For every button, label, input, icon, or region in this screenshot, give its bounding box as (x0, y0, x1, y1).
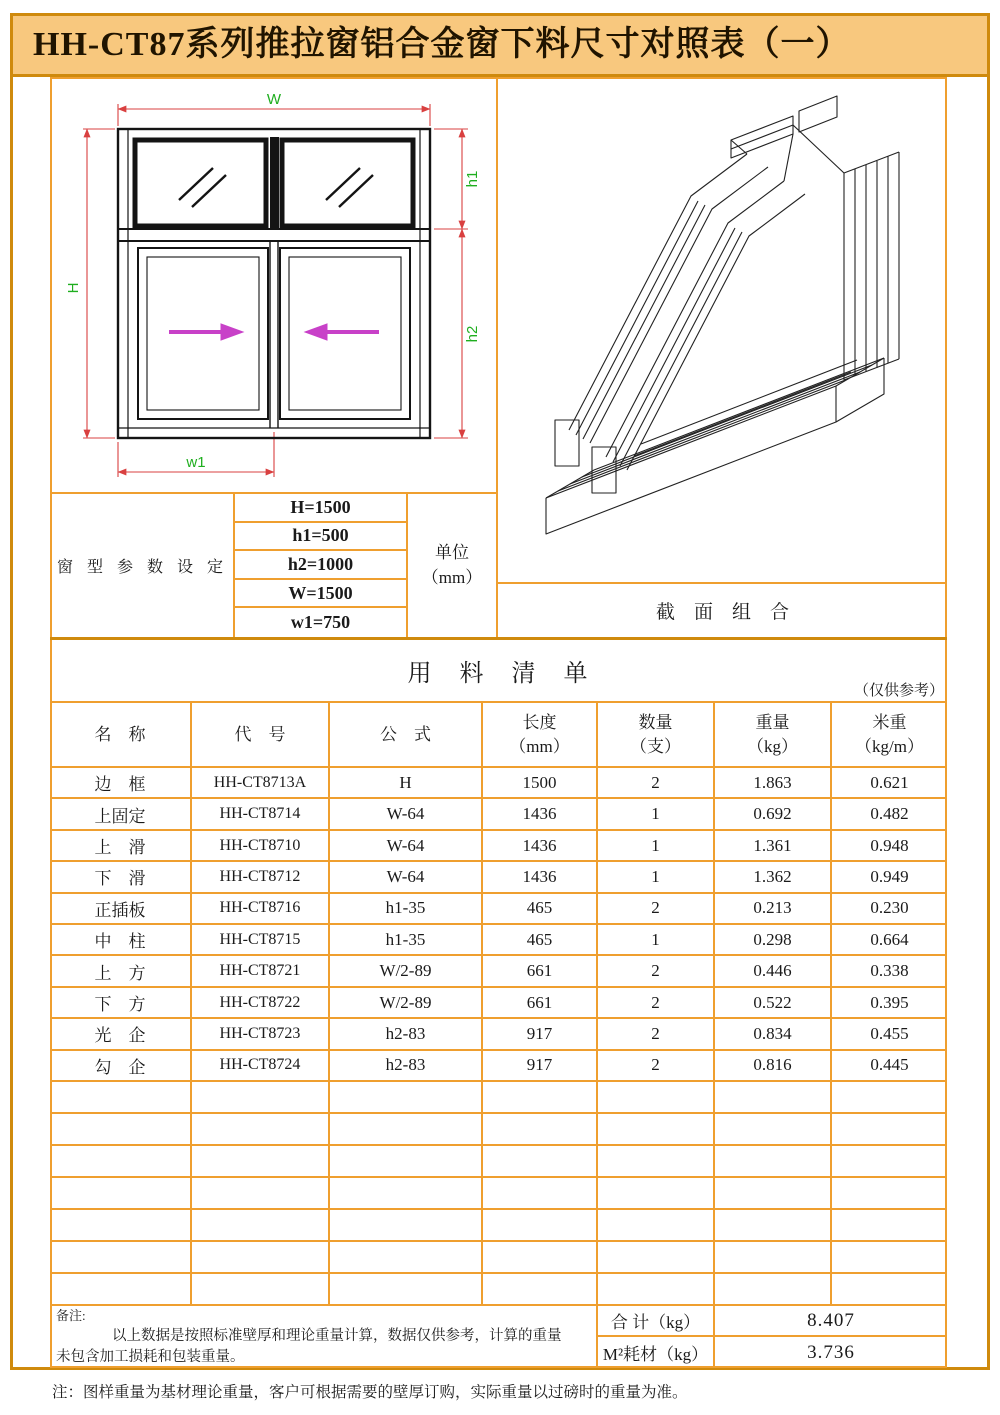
cell-name: 光 企 (50, 1019, 192, 1048)
cell-formula: h2-83 (330, 1051, 483, 1080)
table-row (50, 1051, 947, 1082)
cell-code: HH-CT8724 (192, 1051, 330, 1080)
cell-meter: 0.482 (870, 804, 909, 824)
materials-title: 用 料 清 单 (407, 661, 590, 687)
dim-label-w: W (266, 91, 282, 108)
header-meter-weight: 米重 （kg/m） (855, 712, 924, 756)
cell-qty: 2 (598, 956, 715, 985)
cell-weight: 0.692 (715, 799, 832, 828)
cell-name: 勾 企 (50, 1051, 192, 1080)
cell-code: HH-CT8715 (192, 925, 330, 954)
param-h1: h1=500 (235, 523, 406, 552)
param-w1: w1=750 (290, 612, 351, 633)
dim-label-h2: h2 (464, 325, 481, 343)
reference-note: （仅供参考） (853, 683, 944, 699)
cell-formula: h1-35 (330, 894, 483, 923)
panel-divider-line (496, 77, 498, 638)
cell-code: HH-CT8723 (192, 1019, 330, 1048)
table-row (50, 988, 947, 1019)
param-H: H=1500 (235, 494, 406, 523)
cell-weight: 0.446 (715, 956, 832, 985)
table-row-empty (50, 1210, 947, 1242)
materials-header-row (50, 701, 947, 768)
remark-box (50, 1306, 598, 1368)
cell-code: HH-CT8713A (192, 768, 330, 797)
slide-direction-arrows (169, 324, 379, 340)
table-row (50, 925, 947, 956)
cell-code: HH-CT8714 (192, 799, 330, 828)
page-title: HH-CT87系列推拉窗铝合金窗下料尺寸对照表（一） (10, 13, 990, 77)
cell-qty: 2 (598, 988, 715, 1017)
cell-name: 中 柱 (50, 925, 192, 954)
cell-weight: 0.816 (715, 1051, 832, 1080)
cell-length: 1436 (483, 831, 598, 860)
materials-rows (50, 768, 947, 1082)
header-weight: 重量 （kg） (715, 703, 832, 766)
cell-length: 465 (483, 925, 598, 954)
cell-meter: 0.621 (870, 772, 909, 792)
cell-code: HH-CT8721 (192, 956, 330, 985)
table-row (50, 1019, 947, 1050)
cell-meter: 0.338 (870, 961, 909, 981)
cell-meter: 0.455 (870, 1023, 909, 1043)
material-per-sqm-value: 3.736 (807, 1341, 855, 1363)
cell-length: 661 (483, 988, 598, 1017)
materials-title-band (52, 641, 945, 700)
cell-name: 上固定 (50, 799, 192, 828)
unit-line1: 单位 (435, 542, 469, 562)
cell-name: 正插板 (50, 894, 192, 923)
remark-line2: 未包含加工损耗和包装重量。 (56, 1348, 245, 1365)
cell-formula: W-64 (330, 862, 483, 891)
table-row-empty (50, 1146, 947, 1178)
cell-code: HH-CT8710 (192, 831, 330, 860)
cell-formula: W-64 (330, 831, 483, 860)
cell-formula: H (330, 768, 483, 797)
cell-name: 下 方 (50, 988, 192, 1017)
cell-weight: 0.213 (715, 894, 832, 923)
dim-label-h1: h1 (464, 170, 481, 188)
fixed-glass-left (135, 140, 266, 226)
cell-formula: h1-35 (330, 925, 483, 954)
material-per-sqm-label: M²耗材（kg） (598, 1337, 715, 1368)
table-row-empty (50, 1178, 947, 1210)
cell-length: 1436 (483, 799, 598, 828)
table-row-empty (50, 1082, 947, 1114)
cell-meter: 0.948 (870, 835, 909, 855)
header-qty: 数量 （支） (598, 703, 715, 766)
cell-length: 661 (483, 956, 598, 985)
cell-qty: 2 (598, 1051, 715, 1080)
cell-qty: 1 (598, 831, 715, 860)
cell-qty: 1 (598, 862, 715, 891)
dim-label-w1: w1 (186, 454, 206, 471)
window-parameter-table (52, 494, 496, 637)
cell-qty: 1 (598, 925, 715, 954)
param-W: W=1500 (235, 580, 406, 609)
cell-length: 465 (483, 894, 598, 923)
table-row (50, 768, 947, 799)
cell-weight: 1.362 (715, 862, 832, 891)
cell-code: HH-CT8716 (192, 894, 330, 923)
cell-name: 下 滑 (50, 862, 192, 891)
table-row-empty (50, 1114, 947, 1146)
header-code: 代 号 (192, 703, 330, 766)
table-row (50, 956, 947, 987)
cell-length: 917 (483, 1019, 598, 1048)
cell-qty: 1 (598, 799, 715, 828)
footer-note: 注：图样重量为基材理论重量，客户可根据需要的壁厚订购，实际重量以过磅时的重量为准。 (52, 1384, 688, 1401)
header-name: 名 称 (50, 703, 192, 766)
table-row-empty (50, 1242, 947, 1274)
cell-qty: 2 (598, 894, 715, 923)
param-h2: h2=1000 (235, 551, 406, 580)
cell-meter: 0.445 (870, 1055, 909, 1075)
materials-section-top-line (50, 637, 947, 640)
cell-formula: W/2-89 (330, 988, 483, 1017)
cell-formula: W/2-89 (330, 956, 483, 985)
cell-qty: 2 (598, 1019, 715, 1048)
table-row (50, 831, 947, 862)
cell-meter: 0.664 (870, 929, 909, 949)
window-frame-drawing (118, 129, 430, 438)
remark-label: 备注: (56, 1308, 86, 1323)
cell-name: 边 框 (50, 768, 192, 797)
cell-weight: 1.863 (715, 768, 832, 797)
window-elevation-diagram (51, 78, 496, 491)
cell-meter: 0.949 (870, 866, 909, 886)
cell-length: 1500 (483, 768, 598, 797)
table-row (50, 862, 947, 893)
cell-code: HH-CT8722 (192, 988, 330, 1017)
cell-length: 1436 (483, 862, 598, 891)
table-row-empty (50, 1274, 947, 1304)
dim-label-h: H (65, 282, 82, 294)
cell-weight: 0.834 (715, 1019, 832, 1048)
cell-weight: 0.522 (715, 988, 832, 1017)
cell-name: 上 方 (50, 956, 192, 985)
cell-formula: W-64 (330, 799, 483, 828)
cell-meter: 0.395 (870, 992, 909, 1012)
unit-line2: （mm） (421, 567, 483, 587)
unit-cell (406, 494, 496, 637)
cell-formula: h2-83 (330, 1019, 483, 1048)
fixed-glass-right (282, 140, 413, 226)
total-value: 8.407 (715, 1306, 947, 1337)
header-formula: 公 式 (330, 703, 483, 766)
cell-length: 917 (483, 1051, 598, 1080)
param-table-label: 窗 型 参 数 设 定 (52, 494, 235, 637)
cell-meter: 0.230 (870, 898, 909, 918)
header-length: 长度 （mm） (483, 703, 598, 766)
summary-strip (50, 1304, 947, 1368)
cell-qty: 2 (598, 768, 715, 797)
cell-weight: 0.298 (715, 925, 832, 954)
cell-code: HH-CT8712 (192, 862, 330, 891)
cell-weight: 1.361 (715, 831, 832, 860)
table-row (50, 894, 947, 925)
section-caption: 截 面 组 合 (655, 602, 789, 623)
total-label: 合 计（kg） (598, 1306, 715, 1337)
cell-name: 上 滑 (50, 831, 192, 860)
empty-rows (50, 1082, 947, 1304)
remark-line1: 以上数据是按照标准壁厚和理论重量计算，数据仅供参考，计算的重量 (112, 1327, 562, 1344)
profile-section-drawing (499, 78, 945, 581)
table-row (50, 799, 947, 830)
